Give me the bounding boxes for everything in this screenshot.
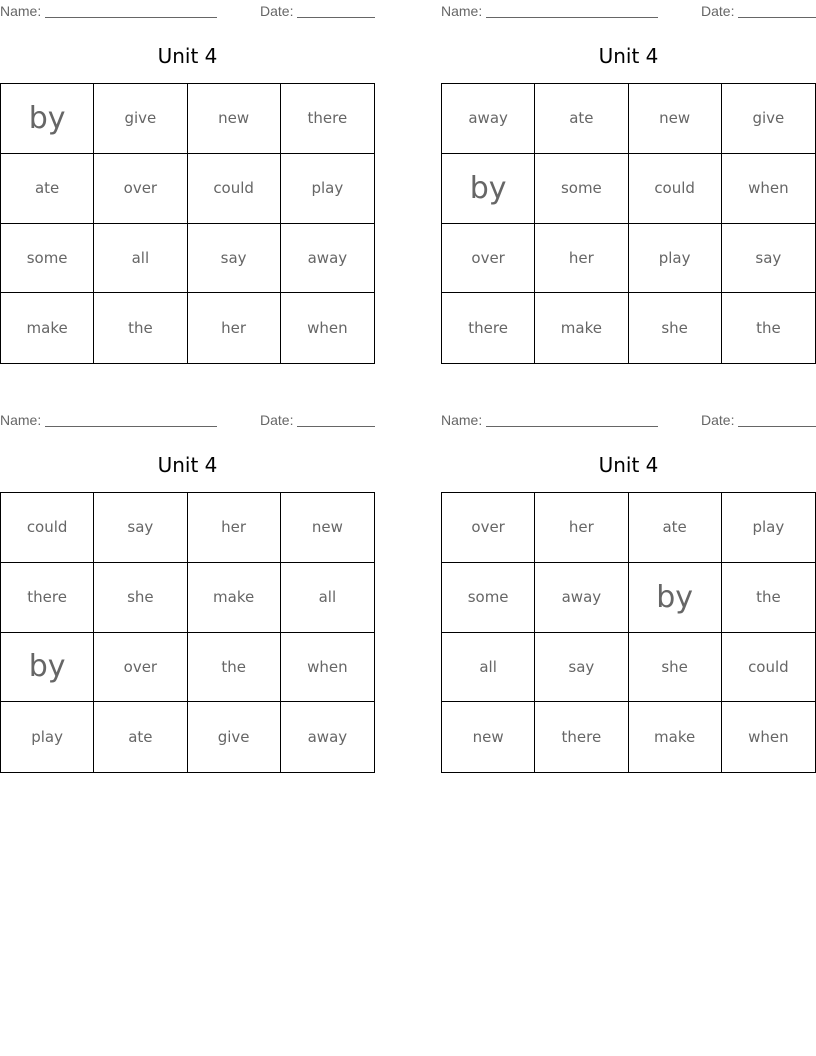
bingo-cell: ate (535, 84, 628, 154)
bingo-cell: make (1, 293, 94, 363)
bingo-cell: play (1, 702, 94, 772)
bingo-cell: her (535, 493, 628, 563)
date-label: Date: (701, 3, 735, 19)
bingo-cell: ate (94, 702, 187, 772)
bingo-cell: some (442, 563, 535, 633)
bingo-cell: give (94, 84, 187, 154)
bingo-cell-large: by (1, 633, 94, 703)
date-blank (297, 3, 375, 18)
bingo-cell: make (188, 563, 281, 633)
date-label: Date: (260, 3, 294, 19)
bingo-card-2 (441, 0, 816, 364)
bingo-cell: there (281, 84, 374, 154)
bingo-cell: some (1, 224, 94, 294)
bingo-cell: the (94, 293, 187, 363)
bingo-cell: there (442, 293, 535, 363)
bingo-cell: away (442, 84, 535, 154)
bingo-cell: the (756, 319, 781, 338)
bingo-cell: give (188, 702, 281, 772)
bingo-cell: when (748, 728, 789, 747)
date-blank (738, 412, 816, 427)
name-blank (45, 3, 217, 18)
bingo-card-1 (0, 0, 375, 364)
bingo-cell: over (442, 224, 535, 294)
bingo-cell: new (188, 84, 281, 154)
bingo-cell: there (535, 702, 628, 772)
date-blank (297, 412, 375, 427)
bingo-cell: over (442, 493, 535, 563)
bingo-cell: all (442, 633, 535, 703)
name-label: Name: (441, 3, 483, 19)
bingo-cell: there (1, 563, 94, 633)
card-title: Unit 4 (598, 44, 659, 68)
bingo-cell: when (307, 319, 348, 338)
name-date-header (0, 412, 375, 428)
bingo-cell: she (94, 563, 187, 633)
name-blank (486, 412, 658, 427)
bingo-cell-large: by (1, 84, 94, 154)
bingo-cell: new (629, 84, 722, 154)
bingo-cell: her (535, 224, 628, 294)
date-blank (738, 3, 816, 18)
bingo-cell: play (722, 493, 815, 563)
bingo-cell: she (629, 293, 722, 363)
date-label: Date: (701, 412, 735, 428)
bingo-grid (0, 83, 375, 364)
bingo-cell: the (722, 563, 815, 633)
bingo-grid (441, 83, 816, 364)
bingo-cell: when (281, 633, 374, 703)
date-label: Date: (260, 412, 294, 428)
bingo-cell: her (188, 293, 281, 363)
bingo-cell: she (629, 633, 722, 703)
bingo-grid (441, 492, 816, 773)
bingo-cell: say (94, 493, 187, 563)
bingo-cell: away (307, 728, 348, 747)
bingo-cell: new (442, 702, 535, 772)
bingo-cell: away (535, 563, 628, 633)
bingo-cell: her (188, 493, 281, 563)
card-title: Unit 4 (598, 453, 659, 477)
bingo-cell: could (629, 154, 722, 224)
card-title: Unit 4 (157, 453, 218, 477)
bingo-cell: over (94, 154, 187, 224)
bingo-cell: all (281, 563, 374, 633)
name-blank (486, 3, 658, 18)
bingo-cell: new (281, 493, 374, 563)
bingo-cell-large: by (442, 154, 535, 224)
bingo-grid (0, 492, 375, 773)
bingo-cell: away (281, 224, 374, 294)
bingo-cell: over (94, 633, 187, 703)
bingo-cell: make (535, 293, 628, 363)
bingo-cell: say (535, 633, 628, 703)
bingo-cell: ate (1, 154, 94, 224)
name-label: Name: (0, 3, 42, 19)
bingo-card-4 (441, 409, 816, 773)
name-label: Name: (0, 412, 42, 428)
name-date-header (0, 3, 375, 19)
bingo-cell: all (94, 224, 187, 294)
name-date-header (441, 412, 816, 428)
card-title: Unit 4 (157, 44, 218, 68)
bingo-cell: say (188, 224, 281, 294)
bingo-cell: could (1, 493, 94, 563)
bingo-cell: make (629, 702, 722, 772)
bingo-cell: could (188, 154, 281, 224)
bingo-card-3 (0, 409, 375, 773)
bingo-cell: the (188, 633, 281, 703)
name-blank (45, 412, 217, 427)
bingo-cell: play (281, 154, 374, 224)
bingo-cell: could (722, 633, 815, 703)
bingo-cell: say (722, 224, 815, 294)
bingo-cell: ate (629, 493, 722, 563)
bingo-cell: some (535, 154, 628, 224)
name-date-header (441, 3, 816, 19)
bingo-cell-large: by (629, 563, 722, 633)
bingo-cell: give (722, 84, 815, 154)
bingo-cell: play (629, 224, 722, 294)
bingo-cell: when (722, 154, 815, 224)
name-label: Name: (441, 412, 483, 428)
